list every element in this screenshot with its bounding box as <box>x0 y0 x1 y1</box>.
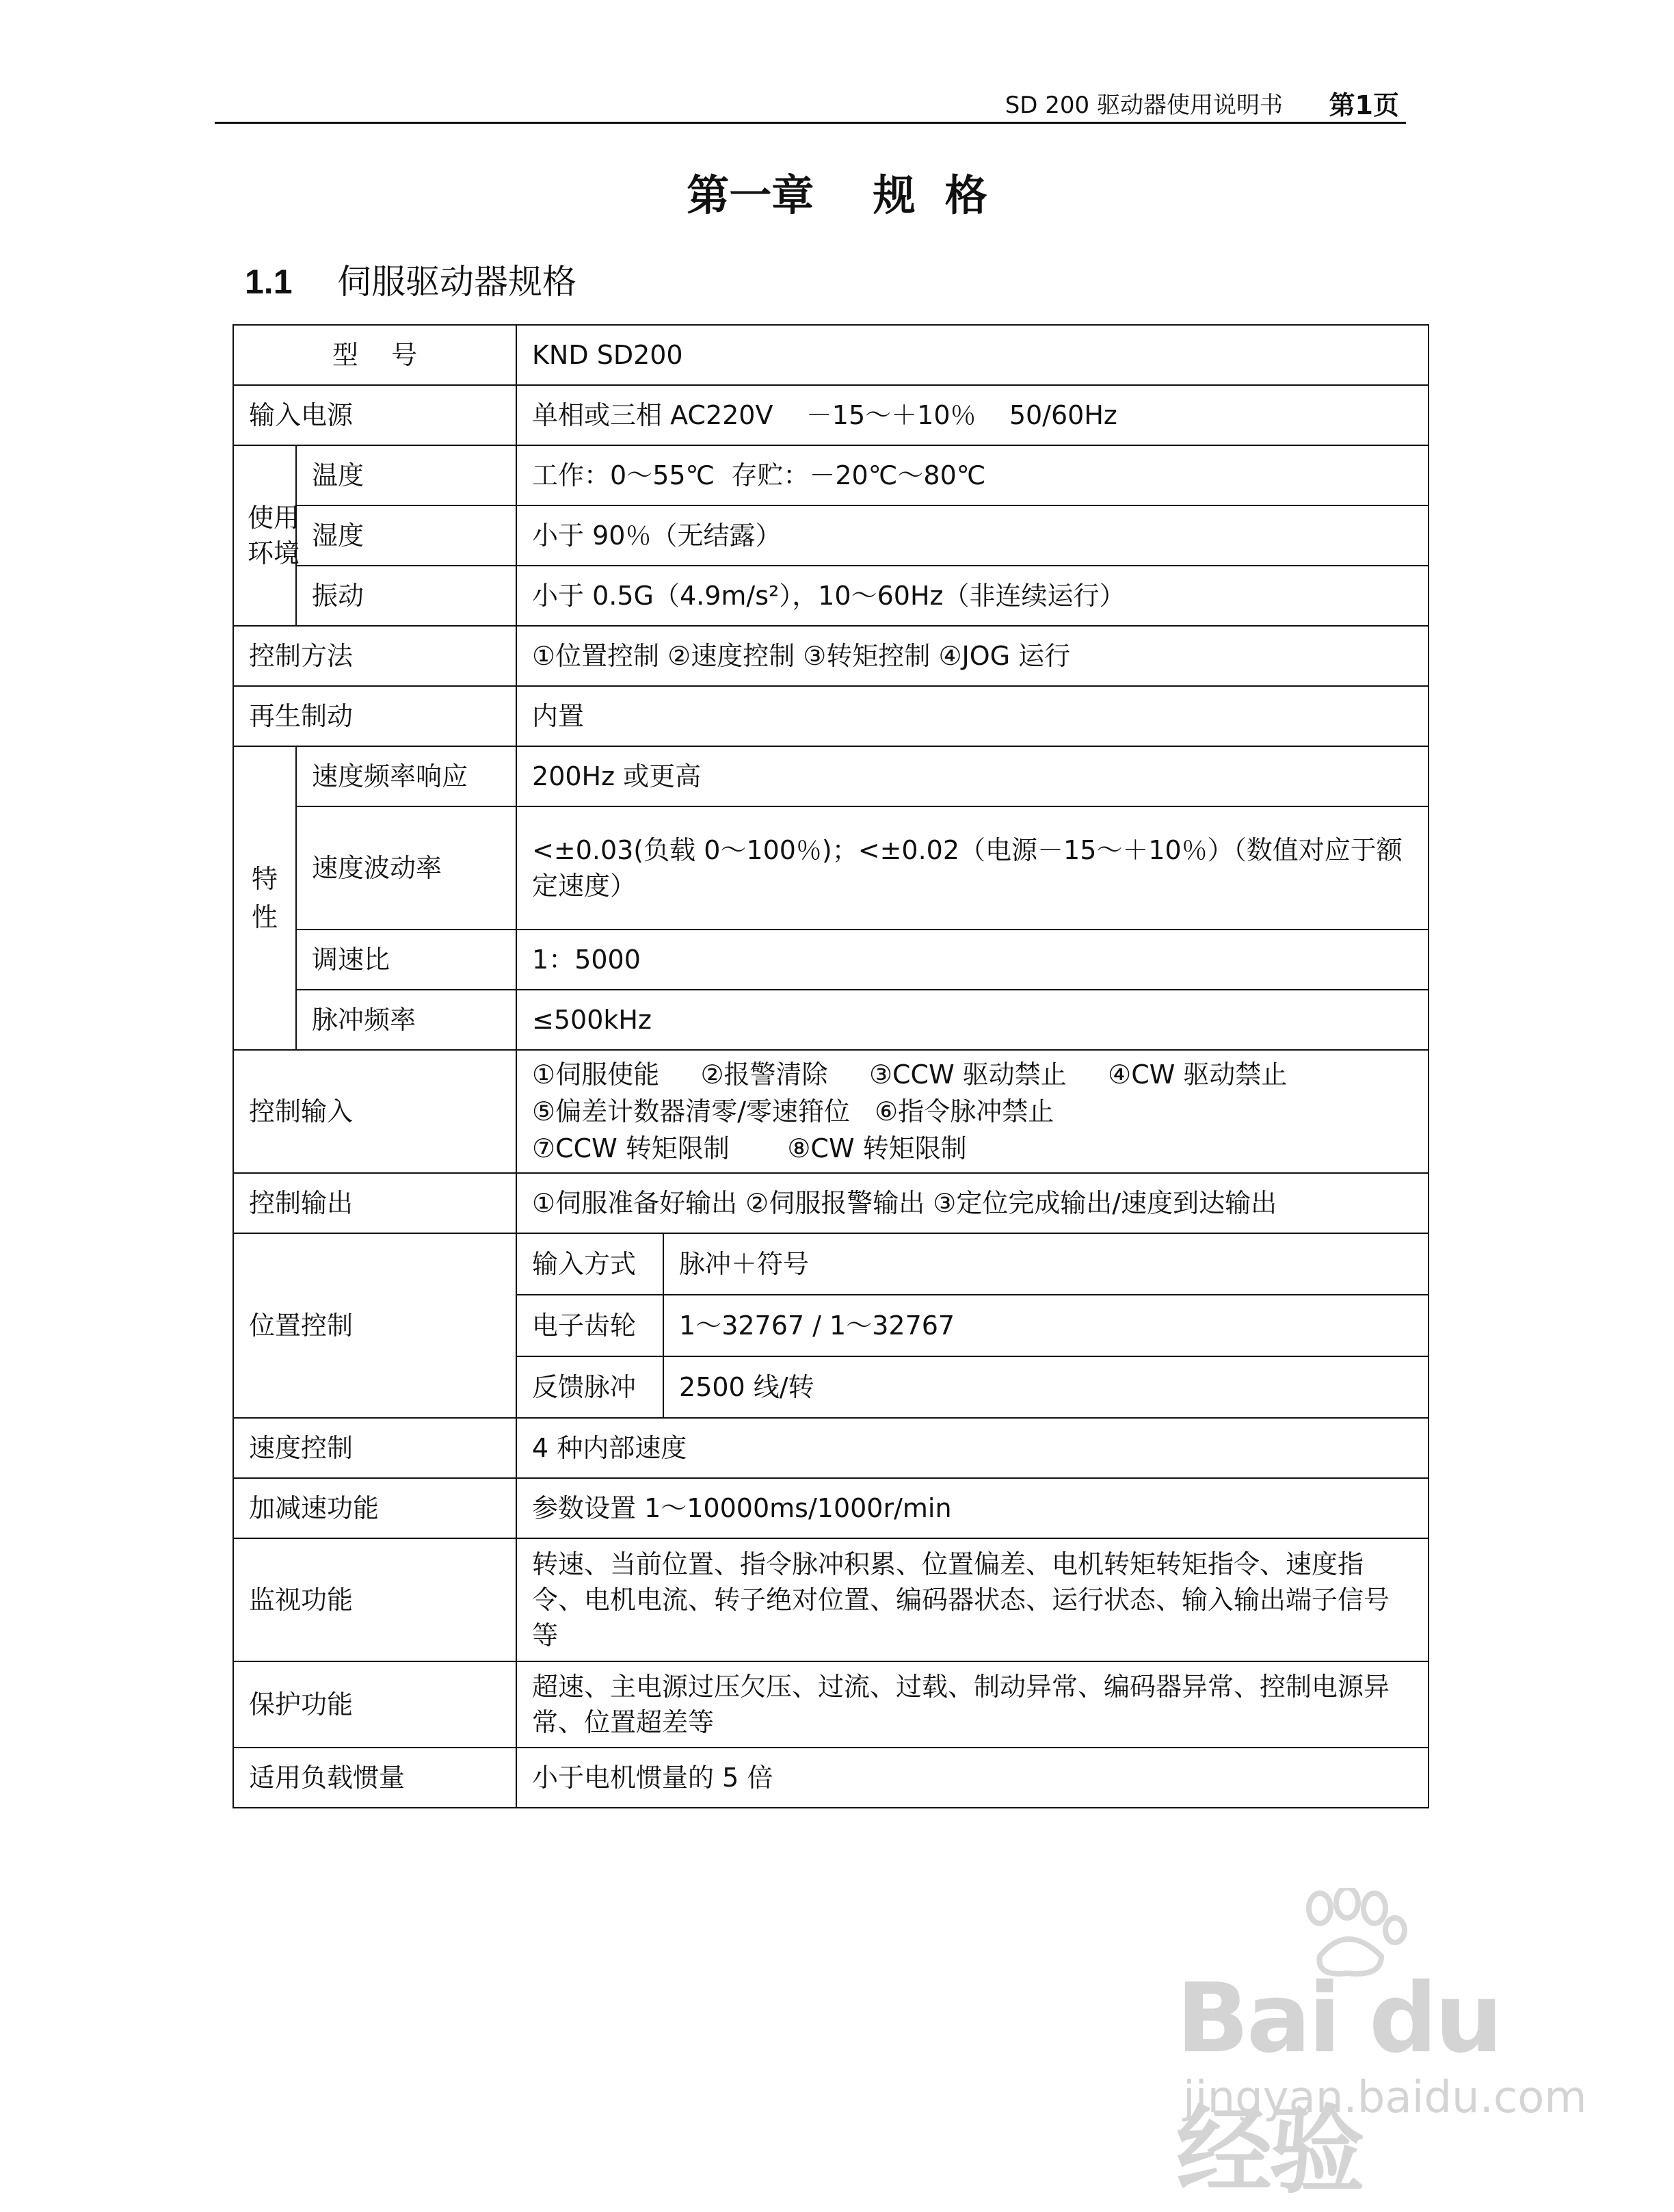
characteristics-label <box>233 746 296 1050</box>
control-input-line: ①伺服使能 ②报警清除 ③CCW 驱动禁止 ④CW 驱动禁止 <box>532 1059 1288 1090</box>
page-number: 第1页 <box>1329 90 1399 120</box>
speed-control-label: 速度控制 <box>233 1418 516 1478</box>
table-row <box>233 686 1429 746</box>
control-input-value <box>516 1050 1429 1173</box>
char-pulse-value: ≤500kHz <box>516 990 1429 1050</box>
power-label: 输入电源 <box>233 385 516 445</box>
control-input-line: ⑦CCW 转矩限制 ⑧CW 转矩限制 <box>532 1133 967 1163</box>
table-row <box>233 930 1429 990</box>
watermark-brand: Bai du 经验 <box>1176 1963 1500 2207</box>
control-output-label: 控制输出 <box>233 1173 516 1233</box>
table-row <box>233 566 1429 626</box>
monitor-label: 监视功能 <box>233 1538 516 1661</box>
position-control-label: 位置控制 <box>233 1233 516 1418</box>
accel-value: 参数设置 1～10000ms/1000r/min <box>516 1478 1429 1538</box>
environment-humidity-label: 湿度 <box>296 505 516 566</box>
environment-label <box>233 445 300 626</box>
char-response-label: 速度频率响应 <box>296 746 516 806</box>
protection-value: 超速、主电源过压欠压、过流、过载、制动异常、编码器异常、控制电源异常、位置超差等 <box>516 1661 1429 1748</box>
table-row <box>233 325 1429 385</box>
inertia-value: 小于电机惯量的 5 倍 <box>516 1748 1429 1808</box>
table-row <box>233 445 1429 505</box>
model-label: 型 号 <box>233 325 516 385</box>
environment-humidity-value: 小于 90％（无结露） <box>516 505 1429 566</box>
table-row <box>233 1538 1429 1661</box>
watermark-url: jingyan.baidu.com <box>1183 2072 1587 2123</box>
table-row <box>233 1050 1429 1173</box>
table-row <box>233 806 1429 930</box>
table-row <box>517 1295 1428 1356</box>
environment-vibration-value: 小于 0.5G（4.9m/s²），10～60Hz（非连续运行） <box>516 566 1429 626</box>
regen-value: 内置 <box>516 686 1429 746</box>
char-ratio-value: 1：5000 <box>516 930 1429 990</box>
monitor-value: 转速、当前位置、指令脉冲积累、位置偏差、电机转矩转矩指令、速度指令、电机电流、转子绝对位置、编码器状态、运行状态、输入输出端子信号等 <box>516 1538 1429 1661</box>
control-output-value: ①伺服准备好输出 ②伺服报警输出 ③定位完成输出/速度到达输出 <box>516 1173 1429 1233</box>
position-control-cell <box>516 1233 1429 1418</box>
char-fluctuation-label: 速度波动率 <box>296 806 516 930</box>
section-heading <box>245 254 576 309</box>
position-control-subtable <box>517 1234 1428 1417</box>
regen-label: 再生制动 <box>233 686 516 746</box>
document-title: SD 200 驱动器使用说明书 <box>1005 92 1283 119</box>
table-row <box>233 385 1429 445</box>
environment-vibration-label: 振动 <box>296 566 516 626</box>
table-row <box>233 1478 1429 1538</box>
environment-temp-label: 温度 <box>296 445 516 505</box>
position-feedback-label: 反馈脉冲 <box>517 1356 663 1417</box>
table-row <box>517 1356 1428 1417</box>
accel-label: 加减速功能 <box>233 1478 516 1538</box>
model-value: KND SD200 <box>516 325 1429 385</box>
control-input-label: 控制输入 <box>233 1050 516 1173</box>
inertia-label: 适用负载惯量 <box>233 1748 516 1808</box>
environment-temp-value: 工作：0～55℃ 存贮：－20℃～80℃ <box>516 445 1429 505</box>
table-row <box>233 746 1429 806</box>
char-pulse-label: 脉冲频率 <box>296 990 516 1050</box>
chapter-title: 第一章 规 格 <box>687 170 987 220</box>
protection-label: 保护功能 <box>233 1661 516 1748</box>
table-row <box>233 1418 1429 1478</box>
power-value: 单相或三相 AC220V －15～＋10％ 50/60Hz <box>516 385 1429 445</box>
position-gear-label: 电子齿轮 <box>517 1295 663 1356</box>
position-input-mode-label: 输入方式 <box>517 1234 663 1295</box>
page-header <box>215 90 1406 124</box>
char-fluctuation-value: <±0.03(负载 0～100％)；<±0.02（电源－15～＋10％）（数值对应于额定速度） <box>516 806 1429 930</box>
char-ratio-label: 调速比 <box>296 930 516 990</box>
baidu-watermark <box>1162 1874 1587 2207</box>
table-row <box>233 1173 1429 1233</box>
environment-label-text: 使用环境 <box>248 503 300 568</box>
spec-table <box>232 324 1429 1808</box>
table-row <box>233 626 1429 686</box>
section-title: 伺服驱动器规格 <box>337 262 576 302</box>
table-row <box>233 1748 1429 1808</box>
characteristics-label-text: 特性 <box>251 864 278 932</box>
speed-control-value: 4 种内部速度 <box>516 1418 1429 1478</box>
control-input-line: ⑤偏差计数器清零/零速箝位 ⑥指令脉冲禁止 <box>532 1096 1054 1127</box>
control-method-value: ①位置控制 ②速度控制 ③转矩控制 ④JOG 运行 <box>516 626 1429 686</box>
position-input-mode-value: 脉冲＋符号 <box>663 1234 1428 1295</box>
position-feedback-value: 2500 线/转 <box>679 1372 814 1402</box>
position-gear-value: 1～32767 / 1～32767 <box>663 1295 1428 1356</box>
table-row <box>233 990 1429 1050</box>
table-row <box>233 1661 1429 1748</box>
section-number: 1.1 <box>245 263 293 301</box>
control-method-label: 控制方法 <box>233 626 516 686</box>
table-row <box>233 1233 1429 1418</box>
char-response-value: 200Hz 或更高 <box>516 746 1429 806</box>
table-row <box>233 505 1429 566</box>
table-row <box>517 1234 1428 1295</box>
